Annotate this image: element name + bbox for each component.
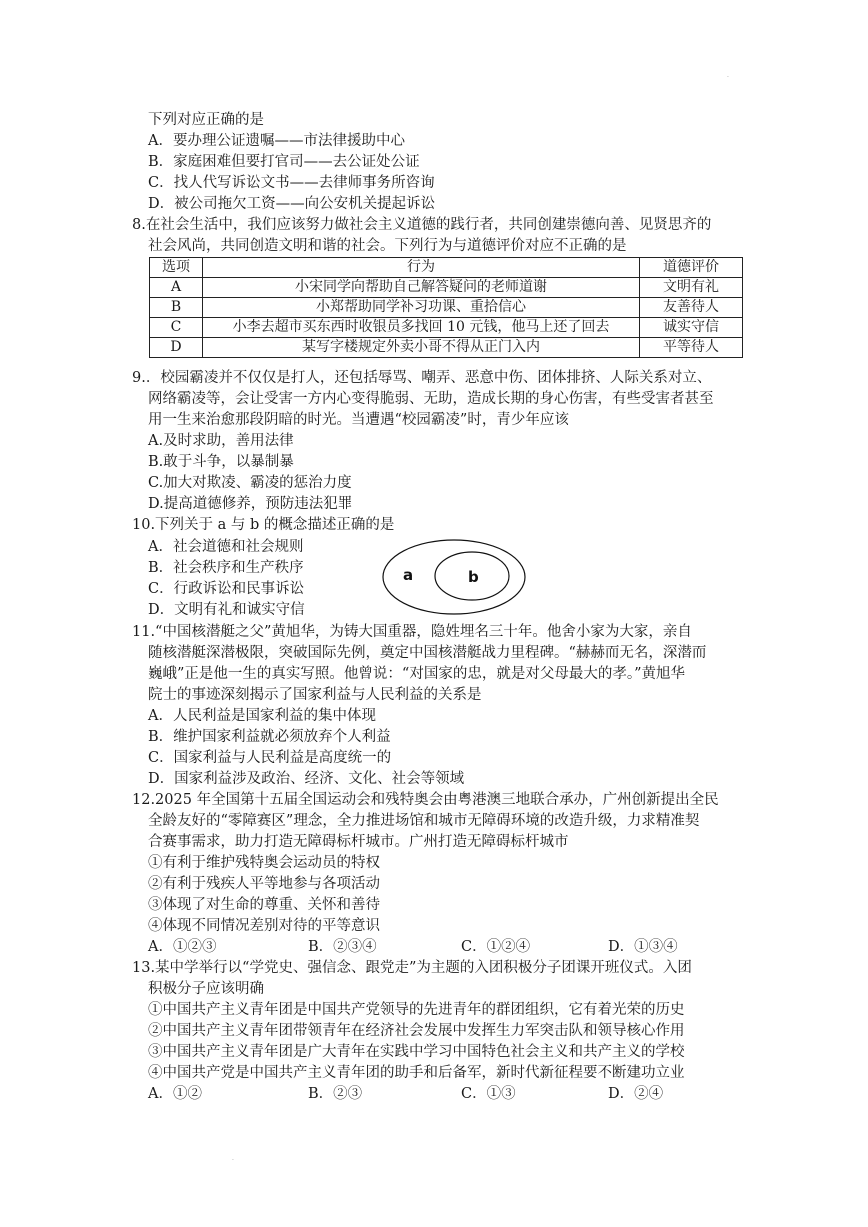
q9-option-a: A.及时求助，善用法律 xyxy=(148,433,294,449)
q12-choice-d: D．①③④ xyxy=(608,939,678,955)
table-cell: A xyxy=(150,278,203,298)
table-row xyxy=(150,338,743,358)
q12-item-3: ③体现了对生命的尊重、关怀和善待 xyxy=(148,897,380,913)
q11-stem-line-1: 11.“中国核潜艇之父”黄旭华，为铸大国重器，隐姓埋名三十年。他舍小家为大家，亲自 xyxy=(132,624,692,640)
table-cell: 小李去超市买东西时收银员多找回 10 元钱，他马上还了回去 xyxy=(203,318,640,338)
q13-item-2: ②中国共产主义青年团带领青年在经济社会发展中发挥生力军突击队和领导核心作用 xyxy=(148,1023,685,1039)
table-row xyxy=(150,298,743,318)
q13-item-1: ①中国共产主义青年团是中国共产党领导的先进青年的群团组织，它有着光荣的历史 xyxy=(148,1002,685,1018)
table-cell: 小郑帮助同学补习功课、重拾信心 xyxy=(203,298,640,318)
q13-choice-a: A．①② xyxy=(148,1086,202,1102)
q7-option-a: A．要办理公证遗嘱——市法律援助中心 xyxy=(148,133,405,149)
q11-option-c: C．国家利益与人民利益是高度统一的 xyxy=(148,750,392,766)
table-cell: 平等待人 xyxy=(640,338,743,358)
q13-item-3: ③中国共产主义青年团是广大青年在实践中学习中国特色社会主义和共产主义的学校 xyxy=(148,1044,685,1060)
table-cell: 某写字楼规定外卖小哥不得从正门入内 xyxy=(203,338,640,358)
q9-stem-line-1: 9.．校园霸凌并不仅仅是打人，还包括辱骂、嘲弄、恶意中伤、团体排挤、人际关系对立、 xyxy=(132,370,712,386)
table-cell: C xyxy=(150,318,203,338)
q13-choice-c: C．①③ xyxy=(461,1086,516,1102)
q10-option-c: C．行政诉讼和民事诉讼 xyxy=(148,581,305,597)
q8-evaluation-table xyxy=(149,257,743,358)
q12-choice-b: B．②③④ xyxy=(308,939,377,955)
scan-speck: . xyxy=(727,72,729,79)
q11-option-b: B．维护国家利益就必须放弃个人利益 xyxy=(148,729,391,745)
q13-stem-line-2: 积极分子应该明确 xyxy=(148,981,264,997)
q12-choice-c: C．①②④ xyxy=(461,939,531,955)
q12-stem-line-1: 12.2025 年全国第十五届全国运动会和残特奥会由粤港澳三地联合承办，广州创新提出全民 xyxy=(132,792,719,808)
table-cell: B xyxy=(150,298,203,318)
table-header-option: 选项 xyxy=(150,258,203,278)
table-header-row xyxy=(150,258,743,278)
q12-item-1: ①有利于维护残特奥会运动员的特权 xyxy=(148,855,380,871)
q7-option-d: D．被公司拖欠工资——向公安机关提起诉讼 xyxy=(148,196,436,212)
q11-option-d: D．国家利益涉及政治、经济、文化、社会等领域 xyxy=(148,771,465,787)
table-cell: 友善待人 xyxy=(640,298,743,318)
table-header-behavior: 行为 xyxy=(203,258,640,278)
table-cell: D xyxy=(150,338,203,358)
table-header-evaluation: 道德评价 xyxy=(640,258,743,278)
q9-stem-line-2: 网络霸凌等，会让受害一方内心变得脆弱、无助，造成长期的身心伤害，有些受害者甚至 xyxy=(148,391,714,407)
q13-stem-line-1: 13.某中学举行以“学党史、强信念、跟党走”为主题的入团积极分子团课开班仪式。入团 xyxy=(132,960,692,976)
q12-choice-a: A．①②③ xyxy=(148,939,217,955)
q12-stem-line-3: 合赛事需求，助力打造无障碍标杆城市。广州打造无障碍标杆城市 xyxy=(148,834,569,850)
q10-venn-diagram xyxy=(380,537,530,617)
q11-stem-line-4: 院士的事迹深刻揭示了国家利益与人民利益的关系是 xyxy=(148,687,482,703)
q11-stem-line-2: 随核潜艇深潜极限，突破国际先例，奠定中国核潜艇战力里程碑。“赫赫而无名，深潜而 xyxy=(148,645,707,661)
q13-choice-b: B．②③ xyxy=(308,1086,363,1102)
q11-stem-line-3: 巍峨”正是他一生的真实写照。他曾说：“对国家的忠，就是对父母最大的孝。”黄旭华 xyxy=(148,666,685,682)
q7-stem-tail: 下列对应正确的是 xyxy=(148,112,264,128)
q12-item-4: ④体现不同情况差别对待的平等意识 xyxy=(148,918,380,934)
q9-option-c: C.加大对欺凌、霸凌的惩治力度 xyxy=(148,475,352,491)
q9-stem-line-3: 用一生来治愈那段阴暗的时光。当遭遇“校园霸凌”时，青少年应该 xyxy=(148,412,569,428)
q13-choice-d: D．②④ xyxy=(608,1086,664,1102)
q7-option-b: B．家庭困难但要打官司——去公证处公证 xyxy=(148,154,420,170)
q12-item-2: ②有利于残疾人平等地参与各项活动 xyxy=(148,876,380,892)
venn-inner-label: b xyxy=(468,568,479,586)
q8-stem-line-1: 8.在社会生活中，我们应该努力做社会主义道德的践行者，共同创建崇德向善、见贤思齐的 xyxy=(132,217,712,233)
venn-outer-label: a xyxy=(403,566,414,584)
scan-speck: . xyxy=(232,1155,234,1162)
q10-option-a: A．社会道德和社会规则 xyxy=(148,539,304,555)
table-cell: 文明有礼 xyxy=(640,278,743,298)
q10-stem: 10.下列关于 a 与 b 的概念描述正确的是 xyxy=(132,517,395,533)
q7-option-c: C．找人代写诉讼文书——去律师事务所咨询 xyxy=(148,175,435,191)
table-cell: 小宋同学向帮助自己解答疑问的老师道谢 xyxy=(203,278,640,298)
q10-option-b: B．社会秩序和生产秩序 xyxy=(148,560,304,576)
q9-option-b: B.敢于斗争，以暴制暴 xyxy=(148,454,294,470)
table-row xyxy=(150,318,743,338)
q10-option-d: D．文明有礼和诚实守信 xyxy=(148,602,305,618)
q11-option-a: A．人民利益是国家利益的集中体现 xyxy=(148,708,376,724)
q9-option-d: D.提高道德修养，预防违法犯罪 xyxy=(148,496,353,512)
table-row xyxy=(150,278,743,298)
q13-item-4: ④中国共产党是中国共产主义青年团的助手和后备军，新时代新征程要不断建功立业 xyxy=(148,1065,685,1081)
table-cell: 诚实守信 xyxy=(640,318,743,338)
q8-stem-line-2: 社会风尚，共同创造文明和谐的社会。下列行为与道德评价对应不正确的是 xyxy=(148,238,627,254)
q12-stem-line-2: 全龄友好的“零障赛区”理念，全力推进场馆和城市无障碍环境的改造升级，力求精准契 xyxy=(148,813,700,829)
